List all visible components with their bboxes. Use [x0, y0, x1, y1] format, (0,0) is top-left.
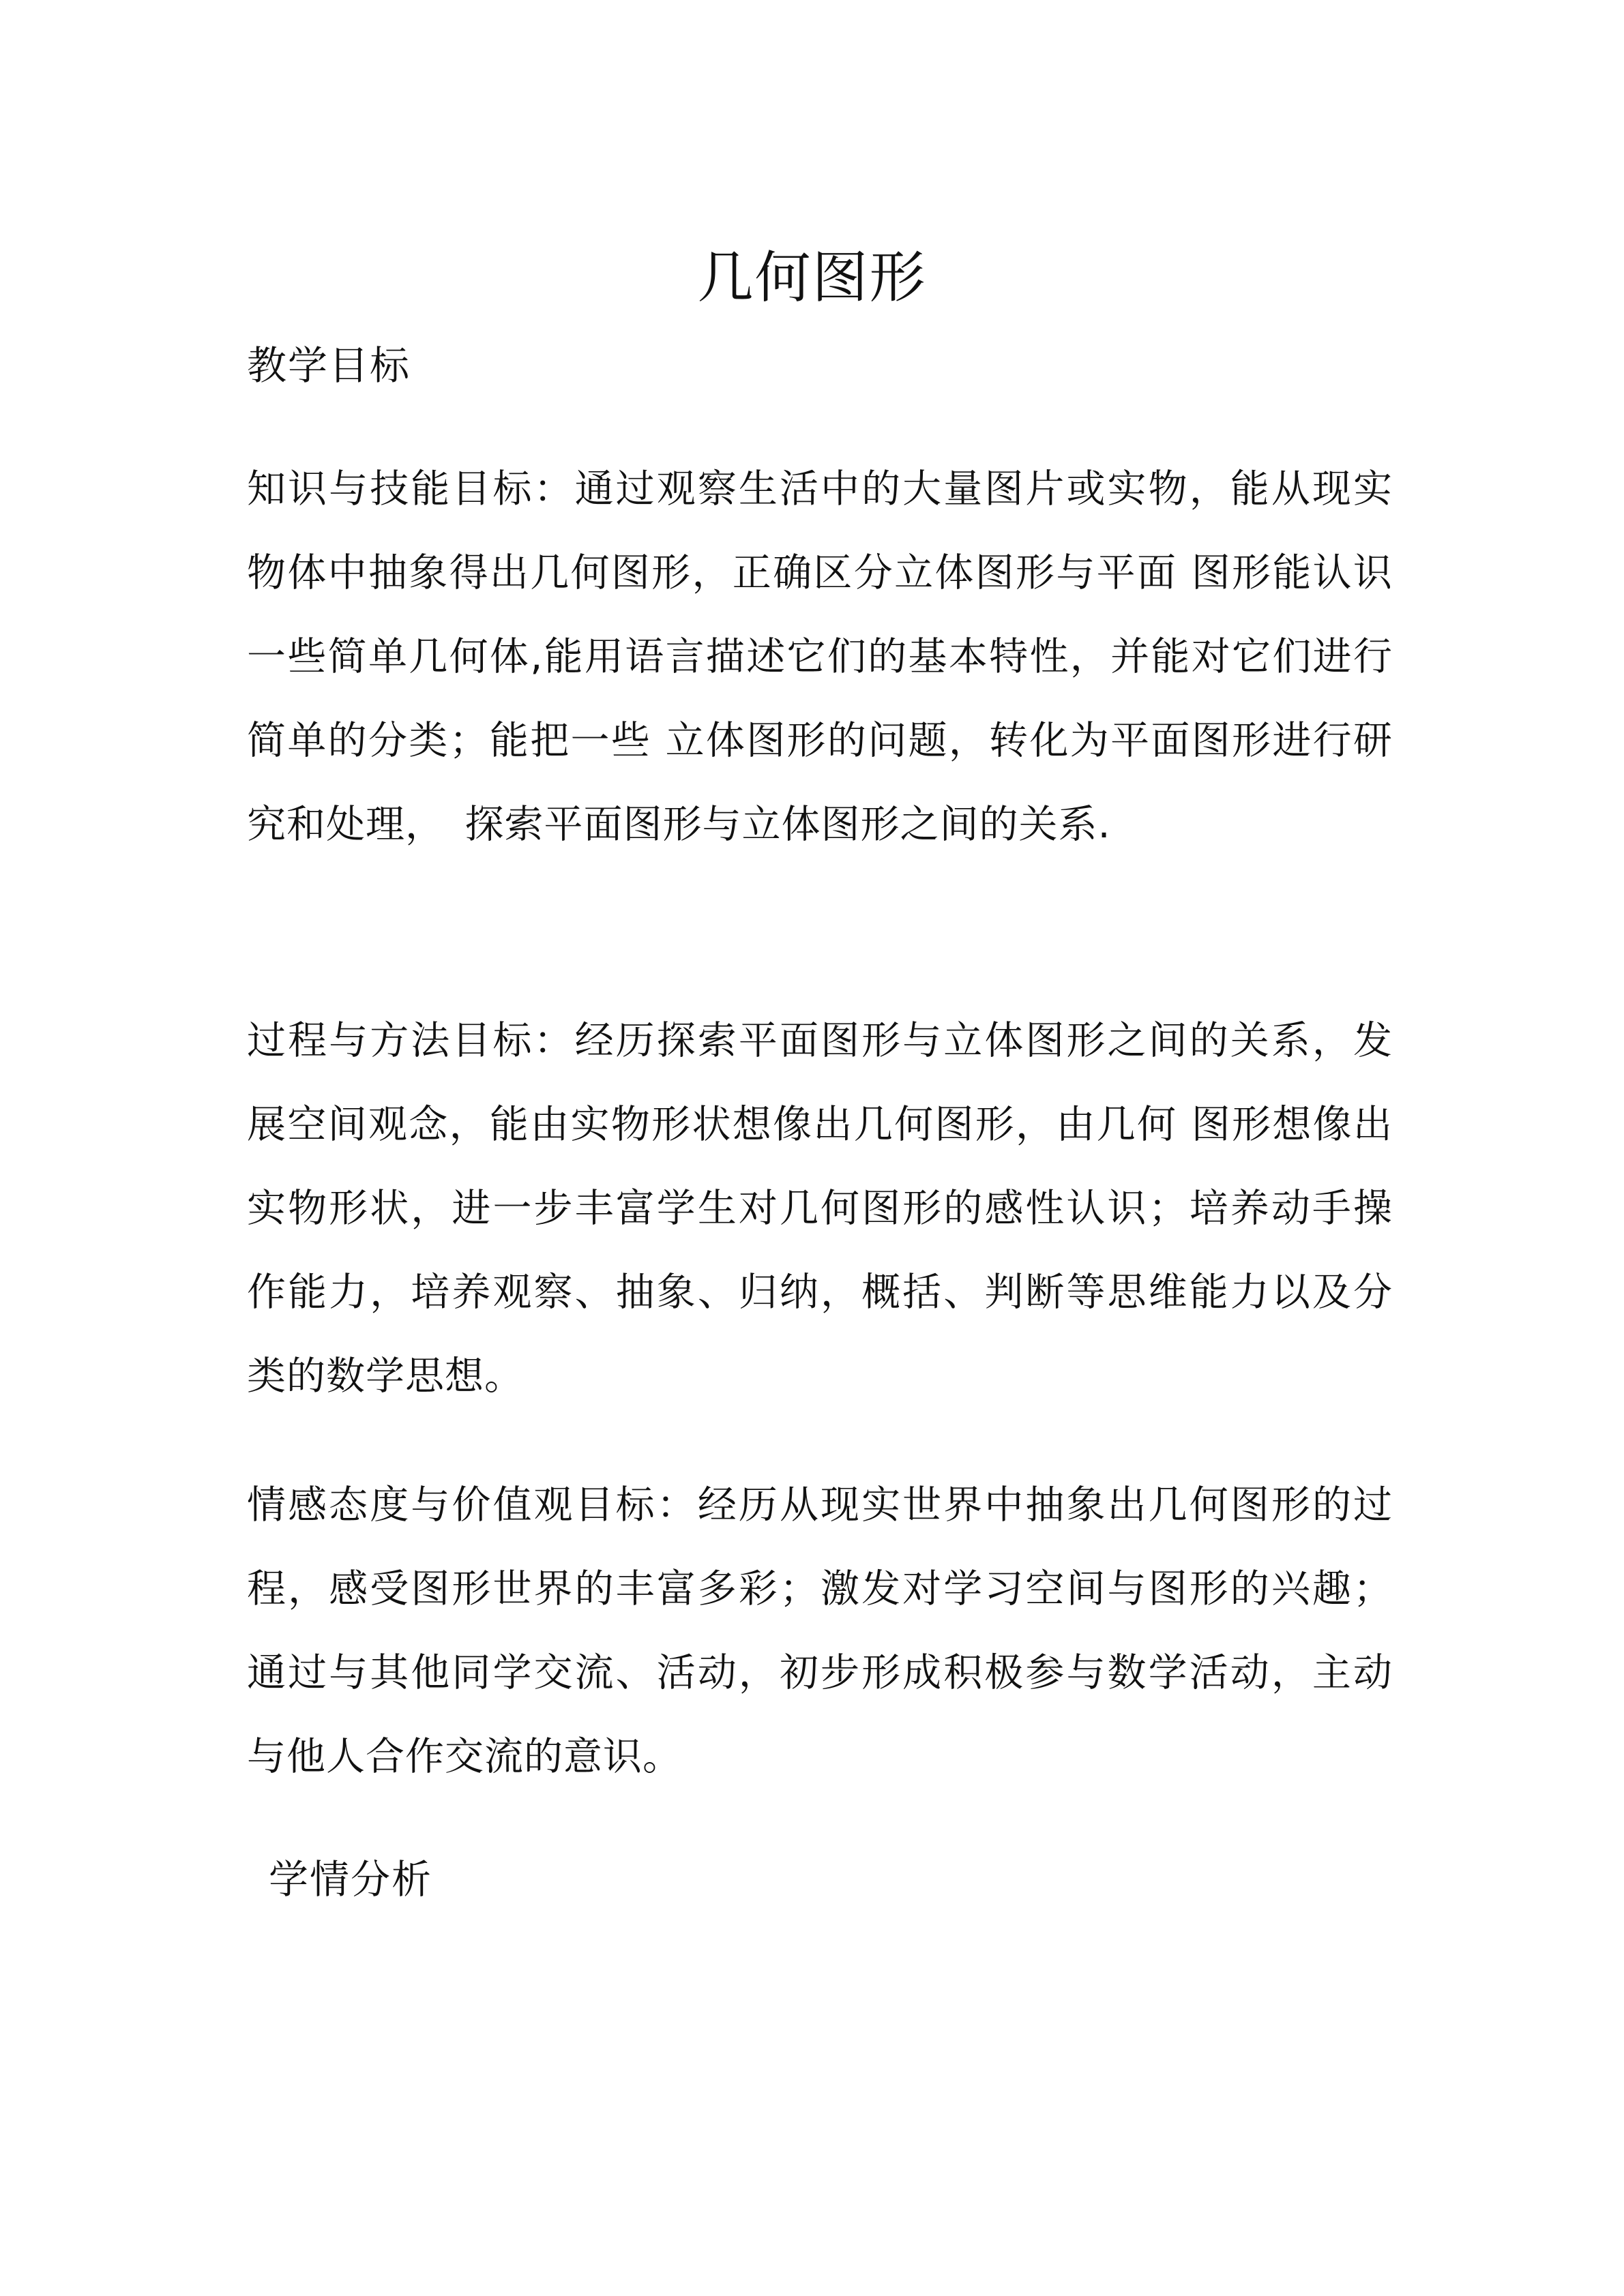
section-heading-teaching-goals: 教学目标: [247, 342, 411, 389]
paragraph-knowledge-skills: 知识与技能目标：通过观察生活中的大量图片或实物，能从现实物体中抽象得出几何图形，正确区分立体图形与平面 图形能认识一些简单几何体,能用语言描述它们的基本特性，并能对它们进行简单的分类；能把一些 立体图形的问题，转化为平面图形进行研究和处理， 探索平面图形与立体图形之间的关系.: [247, 466, 1393, 847]
paragraph-emotion-attitude: 情感态度与价值观目标：经历从现实世界中抽象出几何图形的过程，感受图形世界的丰富多彩；激发对学习空间与图形的兴趣；通过与其他同学交流、活动，初步形成积极参与数学活动，主动与他人合作交流的意识。: [247, 1482, 1393, 1779]
section-heading-learning-analysis: 学情分析: [269, 1856, 433, 1903]
paragraph-process-method: 过程与方法目标：经历探索平面图形与立体图形之间的关系，发展空间观念，能由实物形状想像出几何图形，由几何 图形想像出实物形状，进一步丰富学生对几何图形的感性认识；培养动手操作能力，培养观察、抽象、归纳，概括、判断等思维能力以及分类的数学思想。: [247, 1018, 1393, 1399]
page-title: 几何图形: [697, 245, 927, 310]
